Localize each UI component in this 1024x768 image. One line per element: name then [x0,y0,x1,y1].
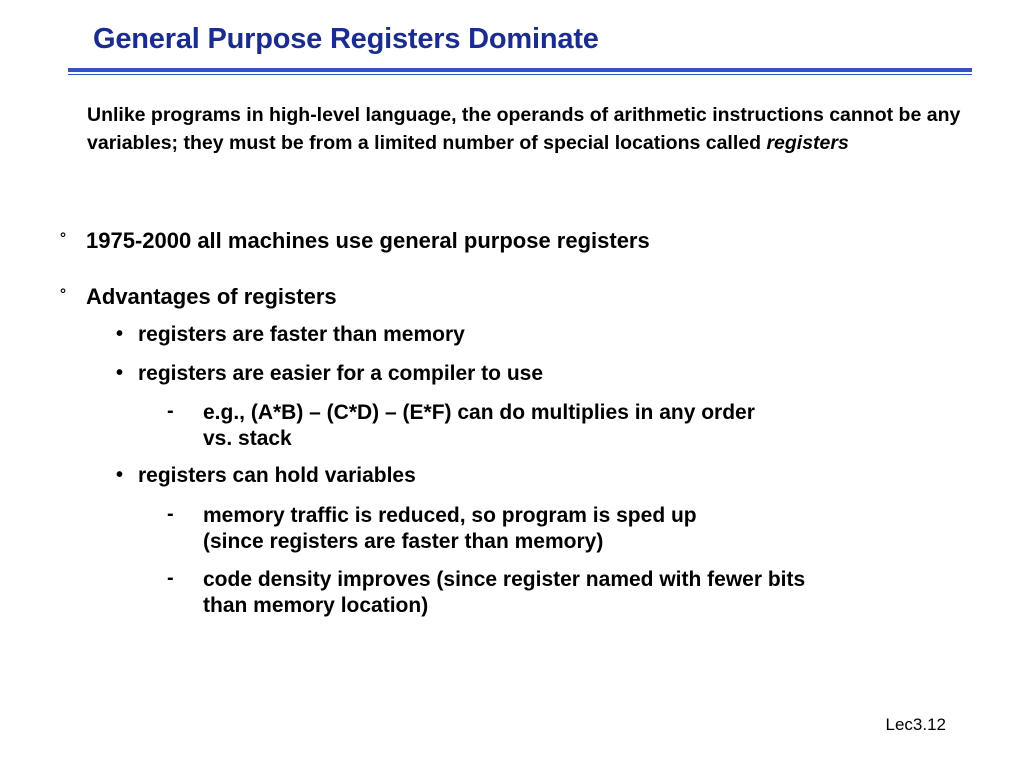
sub-sub-bullet-marker: - [167,567,174,589]
sub-sub-bullet-marker: - [167,400,174,422]
intro-text: Unlike programs in high-level language, the operands of arithmetic instructions cannot be any variables; they must be from a limited number of special locations called [87,104,961,154]
sub-sub-bullet-marker: - [167,503,174,525]
sub-bullet-text: registers are faster than memory [138,323,465,346]
bullet-marker: ° [60,230,66,247]
bullet-text: Advantages of registers [86,284,337,309]
intro-emphasis: registers [766,131,849,154]
sub-bullet-text: registers can hold variables [138,464,416,487]
bullet-text: 1975-2000 all machines use general purpose registers [86,228,650,253]
sub-sub-bullet-text-line2: (since registers are faster than memory) [203,530,604,553]
sub-sub-bullet-text-line2: than memory location) [203,594,429,617]
sub-sub-bullet-text-line1: code density improves (since register named with fewer bits [203,568,806,591]
slide-number: Lec3.12 [885,715,946,734]
slide-title: General Purpose Registers Dominate [93,23,599,55]
sub-bullet-marker: • [116,362,124,384]
sub-bullet-marker: • [116,464,124,486]
intro-paragraph [87,102,967,157]
sub-sub-bullet-text-line1: memory traffic is reduced, so program is sped up [203,504,697,527]
title-underline-thin [68,74,972,75]
sub-bullet-text: registers are easier for a compiler to use [138,362,544,385]
title-underline-thick [68,68,972,72]
sub-bullet-marker: • [116,323,124,345]
sub-sub-bullet-text-line2: vs. stack [203,427,292,450]
bullet-marker: ° [60,286,66,303]
sub-sub-bullet-text-line1: e.g., (A*B) – (C*D) – (E*F) can do multiplies in any order [203,401,755,424]
